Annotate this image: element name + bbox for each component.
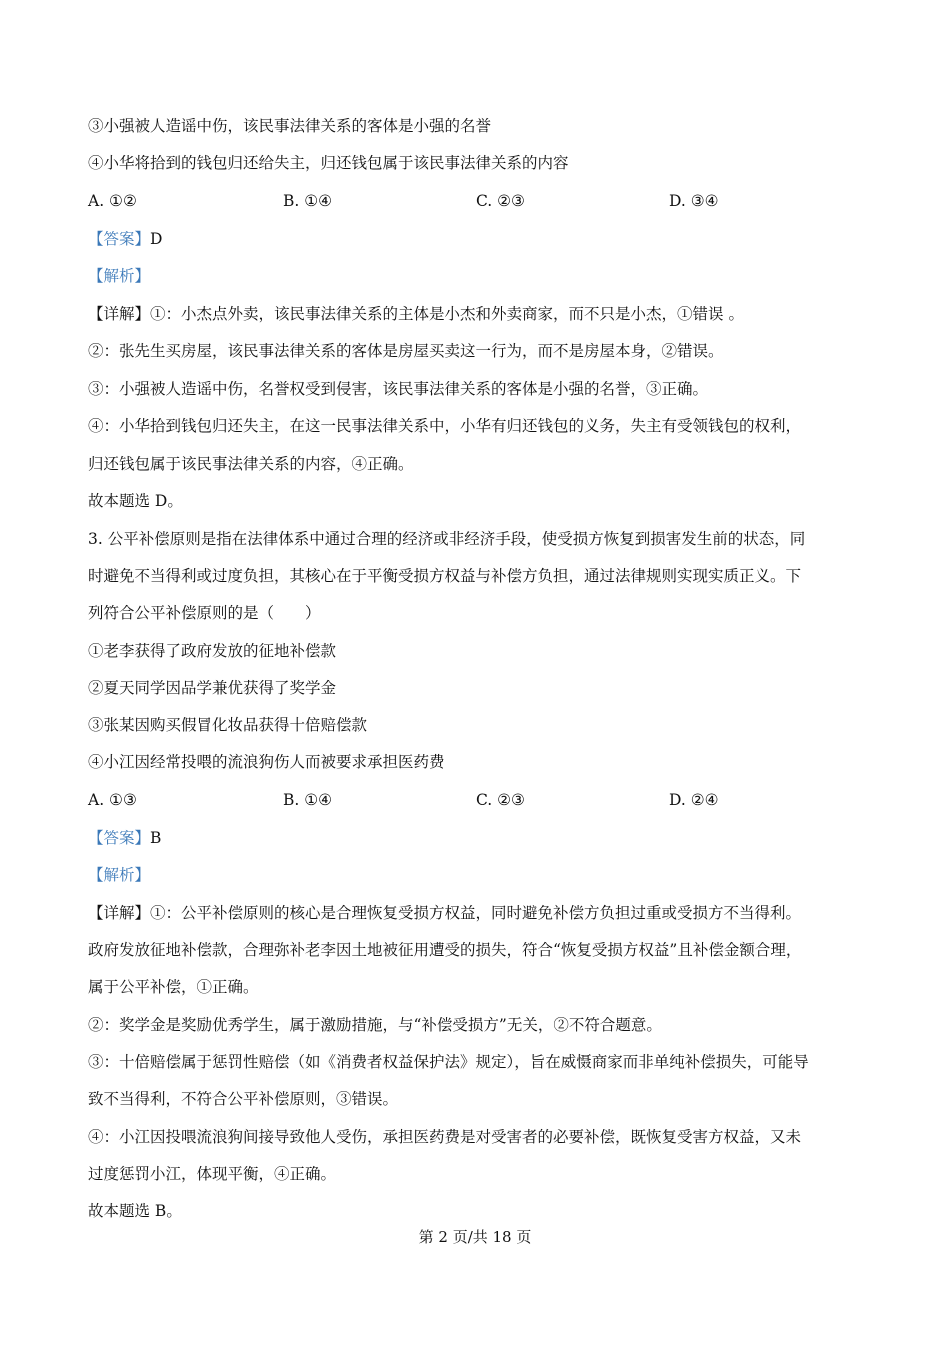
q3-detail-1b: 政府发放征地补偿款，合理弥补老李因土地被征用遭受的损失，符合“恢复受损方权益”且补偿金额合理， (88, 941, 802, 959)
q3-detail-4b: 过度惩罚小江，体现平衡，④正确。 (88, 1165, 337, 1183)
q3-detail-1a (88, 903, 863, 923)
q3-option-d: D. ②④ (669, 791, 719, 809)
q3-detail-1a-text: ①：公平补偿原则的核心是合理恢复受损方权益，同时避免补偿方负担过重或受损方不当得利。 (150, 904, 802, 922)
q3-detail-tag: 【详解】 (88, 904, 151, 922)
q2-detail-tag: 【详解】 (88, 305, 151, 323)
q3-option-b: B. ①④ (283, 791, 333, 809)
page-footer: 第 2 页/共 18 页 (418, 1228, 532, 1246)
q3-answer-value: B (150, 829, 162, 847)
q2-detail-4b: 归还钱包属于该民事法律关系的内容，④正确。 (88, 455, 414, 473)
q3-statement-2: ②夏天同学因品学兼优获得了奖学金 (88, 679, 337, 697)
q2-detail-1-text: ①：小杰点外卖，该民事法律关系的主体是小杰和外卖商家，而不只是小杰，①错误 。 (150, 305, 744, 323)
q3-statement-1: ①老李获得了政府发放的征地补偿款 (88, 642, 337, 660)
q3-detail-4a: ④：小江因投喂流浪狗间接导致他人受伤，承担医药费是对受害者的必要补偿，既恢复受害方权益，又未 (88, 1128, 802, 1146)
q2-conclusion: 故本题选 D。 (88, 492, 183, 510)
q3-stem-3: 列符合公平补偿原则的是（ ） (88, 604, 321, 622)
q3-detail-3b: 致不当得利，不符合公平补偿原则，③错误。 (88, 1090, 399, 1108)
q2-detail-2: ②：张先生买房屋，该民事法律关系的客体是房屋买卖这一行为，而不是房屋本身，②错误。 (88, 342, 724, 360)
q3-statement-4: ④小江因经常投喂的流浪狗伤人而被要求承担医药费 (88, 753, 445, 771)
q3-answer-tag: 【答案】 (88, 829, 151, 847)
q2-option-c: C. ②③ (476, 192, 525, 210)
q3-conclusion: 故本题选 B。 (88, 1202, 182, 1220)
q2-detail-4a: ④：小华拾到钱包归还失主，在这一民事法律关系中，小华有归还钱包的义务，失主有受领钱包的权利， (88, 417, 802, 435)
q3-option-a: A. ①③ (88, 791, 137, 809)
q2-option-b: B. ①④ (283, 192, 333, 210)
q3-answer-line (88, 828, 863, 848)
q2-option-a: A. ①② (88, 192, 137, 210)
q3-option-c: C. ②③ (476, 791, 525, 809)
q2-detail-1 (88, 304, 863, 324)
q2-answer-value: D (150, 230, 163, 248)
q3-detail-2: ②：奖学金是奖励优秀学生，属于激励措施，与“补偿受损方”无关，②不符合题意。 (88, 1016, 662, 1034)
q3-stem-1: 3. 公平补偿原则是指在法律体系中通过合理的经济或非经济手段，使受损方恢复到损害发生前的状态，同 (88, 530, 806, 548)
q2-statement-3: ③小强被人造谣中伤，该民事法律关系的客体是小强的名誉 (88, 117, 492, 135)
q3-detail-1c: 属于公平补偿，①正确。 (88, 978, 259, 996)
q2-detail-3: ③：小强被人造谣中伤，名誉权受到侵害，该民事法律关系的客体是小强的名誉，③正确。 (88, 380, 709, 398)
q2-answer-line (88, 229, 863, 249)
q2-statement-4: ④小华将拾到的钱包归还给失主，归还钱包属于该民事法律关系的内容 (88, 154, 569, 172)
q2-option-d: D. ③④ (669, 192, 719, 210)
q3-analysis-tag: 【解析】 (88, 866, 151, 884)
q2-answer-tag: 【答案】 (88, 230, 151, 248)
q3-detail-3a: ③：十倍赔偿属于惩罚性赔偿（如《消费者权益保护法》规定），旨在威慑商家而非单纯补偿损失，可能导 (88, 1053, 809, 1071)
q2-analysis-tag: 【解析】 (88, 267, 151, 285)
q3-statement-3: ③张某因购买假冒化妆品获得十倍赔偿款 (88, 716, 368, 734)
q3-stem-2: 时避免不当得利或过度负担，其核心在于平衡受损方权益与补偿方负担，通过法律规则实现实质正义。下 (88, 567, 802, 585)
